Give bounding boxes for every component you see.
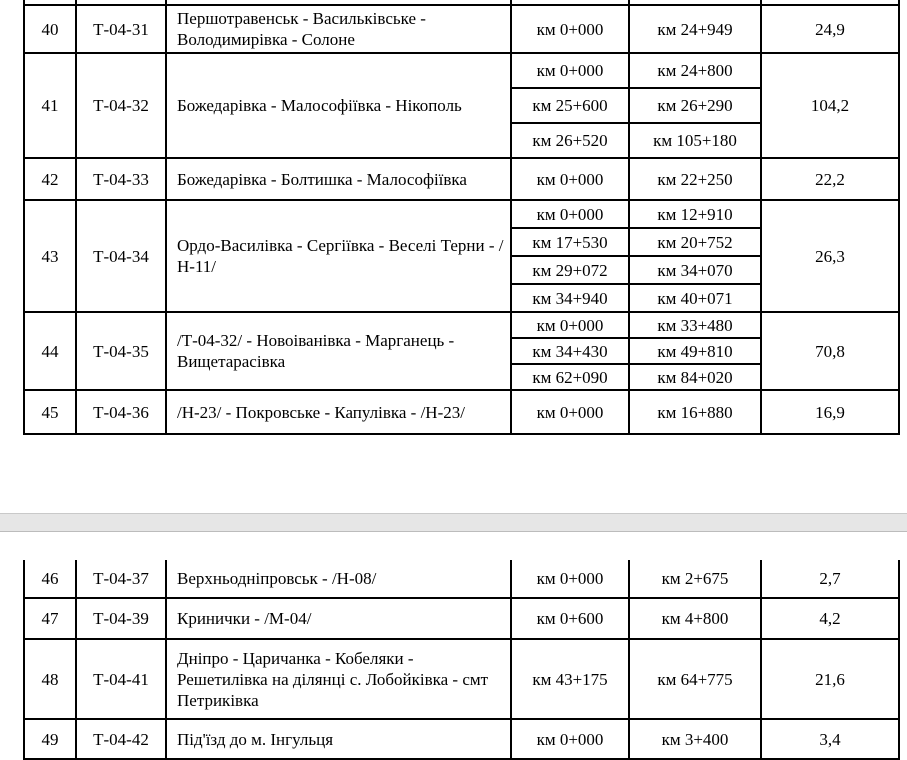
km-end-cell: км 16+880 — [629, 390, 761, 434]
road-name-cell: Першотравенськ - Васильківське - Володимирівка - Солоне — [166, 5, 511, 53]
km-end-cell: км 4+800 — [629, 598, 761, 639]
page-break-separator — [0, 513, 907, 532]
row-number-cell: 48 — [24, 639, 76, 719]
road-name-cell: Ордо-Василівка - Сергіївка - Веселі Терни - /Н-11/ — [166, 200, 511, 312]
road-row-47 — [24, 598, 899, 639]
length-cell: 22,2 — [761, 158, 899, 200]
roads-table-page-1-body — [24, 0, 899, 434]
roads-table-page-1 — [23, 0, 900, 435]
km-start-cell: км 34+430 — [511, 338, 629, 364]
road-name-cell: /Н-23/ - Покровське - Капулівка - /Н-23/ — [166, 390, 511, 434]
km-end-cell: км 40+071 — [629, 284, 761, 312]
road-code-cell: Т-04-37 — [76, 560, 166, 598]
km-end-cell: км 12+910 — [629, 200, 761, 228]
row-number-cell: 45 — [24, 390, 76, 434]
km-start-cell: км 62+090 — [511, 364, 629, 390]
length-cell: 3,4 — [761, 719, 899, 759]
km-end-cell: км 84+020 — [629, 364, 761, 390]
km-start-cell: км 0+000 — [511, 158, 629, 200]
km-end-cell: км 3+400 — [629, 719, 761, 759]
length-cell: 2,7 — [761, 560, 899, 598]
km-end-cell: км 49+810 — [629, 338, 761, 364]
length-cell: 21,6 — [761, 639, 899, 719]
km-start-cell: км 0+600 — [511, 598, 629, 639]
row-number-cell: 43 — [24, 200, 76, 312]
km-start-cell: км 0+000 — [511, 200, 629, 228]
km-end-cell: км 33+480 — [629, 312, 761, 338]
road-name-cell: Верхньодніпровськ - /Н-08/ — [166, 560, 511, 598]
road-code-cell: Т-04-39 — [76, 598, 166, 639]
km-start-cell: км 29+072 — [511, 256, 629, 284]
row-number-cell: 47 — [24, 598, 76, 639]
km-end-cell: км 105+180 — [629, 123, 761, 158]
km-start-cell: км 43+175 — [511, 639, 629, 719]
road-name-cell: Кринички - /М-04/ — [166, 598, 511, 639]
road-code-cell: Т-04-41 — [76, 639, 166, 719]
road-name-cell: Дніпро - Царичанка - Кобеляки - Решетилівка на ділянці с. Лобойківка - смт Петриківка — [166, 639, 511, 719]
km-start-cell: км 25+600 — [511, 88, 629, 123]
km-end-cell: км 20+752 — [629, 228, 761, 256]
road-row-41-segment-1 — [24, 53, 899, 88]
road-name-cell: /Т-04-32/ - Новоіванівка - Марганець - Вищетарасівка — [166, 312, 511, 390]
km-start-cell: км 17+530 — [511, 228, 629, 256]
road-row-49 — [24, 719, 899, 759]
km-end-cell: км 22+250 — [629, 158, 761, 200]
road-name-cell: Божедарівка - Малософіївка - Нікополь — [166, 53, 511, 158]
roads-table-page-2 — [23, 560, 900, 760]
road-row-48 — [24, 639, 899, 719]
km-start-cell: км 34+940 — [511, 284, 629, 312]
length-cell: 26,3 — [761, 200, 899, 312]
road-code-cell: Т-04-33 — [76, 158, 166, 200]
road-row-44-segment-1 — [24, 312, 899, 338]
km-end-cell: км 2+675 — [629, 560, 761, 598]
km-start-cell: км 0+000 — [511, 312, 629, 338]
row-number-cell: 46 — [24, 560, 76, 598]
row-number-cell: 41 — [24, 53, 76, 158]
road-name-cell: Під'їзд до м. Інгульця — [166, 719, 511, 759]
road-row-40 — [24, 5, 899, 53]
road-code-cell: Т-04-34 — [76, 200, 166, 312]
road-row-43-segment-1 — [24, 200, 899, 228]
road-code-cell: Т-04-42 — [76, 719, 166, 759]
length-cell: 24,9 — [761, 5, 899, 53]
row-number-cell: 40 — [24, 5, 76, 53]
row-number-cell: 49 — [24, 719, 76, 759]
km-start-cell: км 0+000 — [511, 390, 629, 434]
km-end-cell: км 34+070 — [629, 256, 761, 284]
km-start-cell: км 0+000 — [511, 560, 629, 598]
length-cell: 104,2 — [761, 53, 899, 158]
road-name-cell: Божедарівка - Болтишка - Малософіївка — [166, 158, 511, 200]
road-row-45 — [24, 390, 899, 434]
row-number-cell: 42 — [24, 158, 76, 200]
km-end-cell: км 24+800 — [629, 53, 761, 88]
road-code-cell: Т-04-36 — [76, 390, 166, 434]
km-start-cell: км 0+000 — [511, 719, 629, 759]
row-number-cell: 44 — [24, 312, 76, 390]
road-code-cell: Т-04-32 — [76, 53, 166, 158]
road-code-cell: Т-04-31 — [76, 5, 166, 53]
km-start-cell: км 0+000 — [511, 53, 629, 88]
roads-table-page-2-body — [24, 560, 899, 759]
km-start-cell: км 0+000 — [511, 5, 629, 53]
km-start-cell: км 26+520 — [511, 123, 629, 158]
km-end-cell: км 64+775 — [629, 639, 761, 719]
length-cell: 16,9 — [761, 390, 899, 434]
km-end-cell: км 26+290 — [629, 88, 761, 123]
length-cell: 4,2 — [761, 598, 899, 639]
road-code-cell: Т-04-35 — [76, 312, 166, 390]
length-cell: 70,8 — [761, 312, 899, 390]
road-row-46 — [24, 560, 899, 598]
km-end-cell: км 24+949 — [629, 5, 761, 53]
road-row-42 — [24, 158, 899, 200]
